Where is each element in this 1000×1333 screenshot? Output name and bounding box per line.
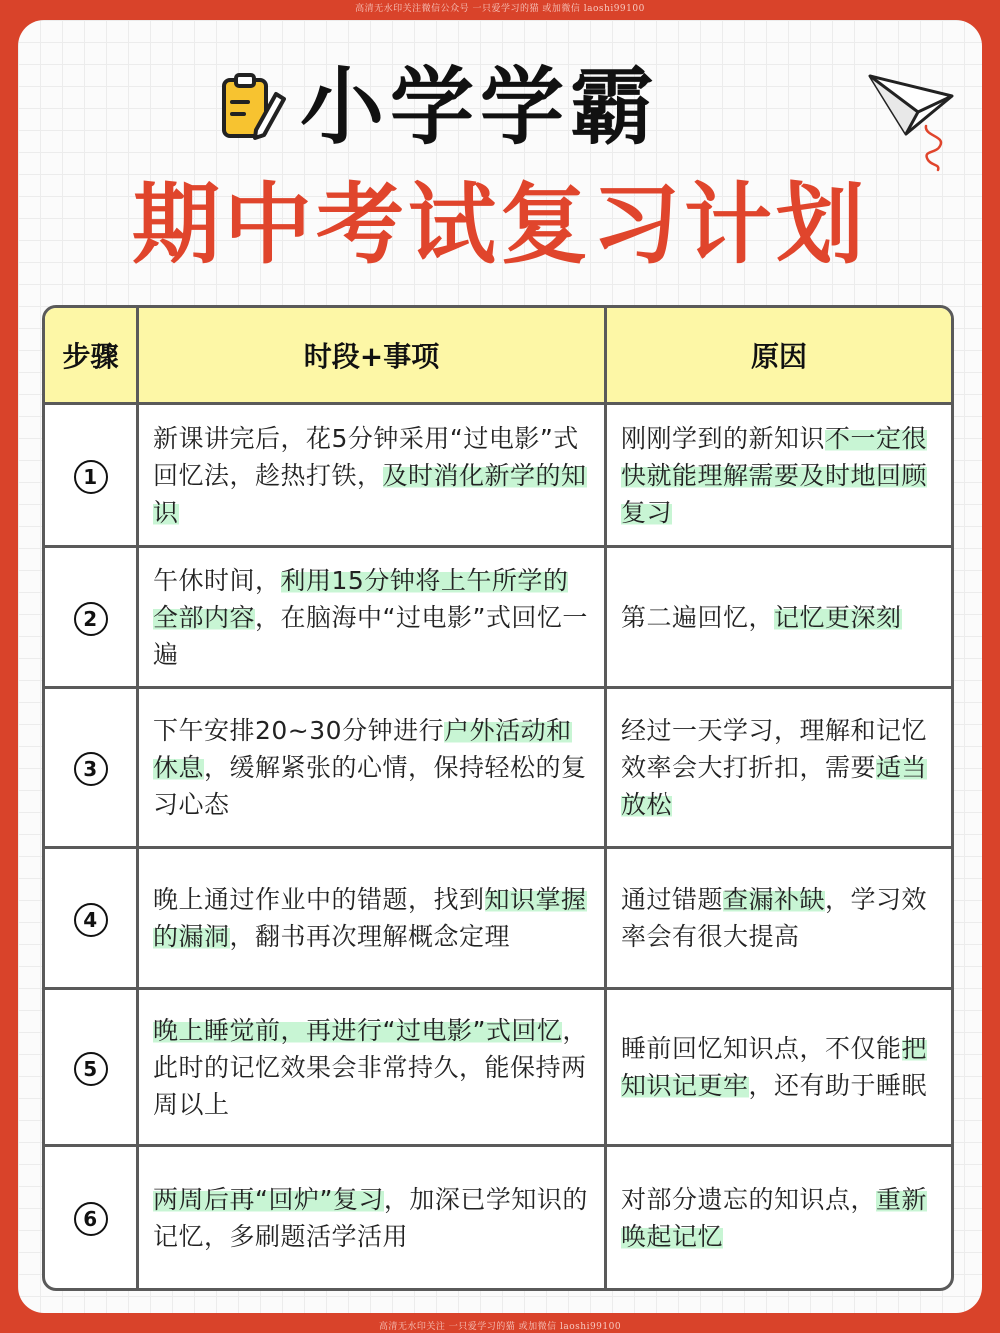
step-number: 6 — [74, 1202, 108, 1236]
watermark-bottom: 高清无水印关注 一只爱学习的猫 或加微信 laoshi99100 — [378, 1322, 622, 1332]
table-row — [45, 849, 951, 990]
highlighted-text: 知识掌握的漏洞 — [153, 885, 587, 951]
reason-cell — [607, 1147, 951, 1288]
review-plan-table — [42, 305, 954, 1291]
table-row — [45, 990, 951, 1147]
highlighted-text: 利用15分钟将上午所学的全部内容 — [153, 565, 569, 632]
table-row — [45, 689, 951, 849]
cell-text: 新课讲完后，花5分钟采用“过电影”式回忆法，趁热打铁， — [153, 423, 579, 490]
page-title: 小学学霸 — [300, 58, 661, 156]
step-cell — [45, 689, 139, 849]
table-body — [45, 405, 951, 1288]
highlighted-text: 把知识记更牢 — [621, 1034, 928, 1100]
reason-cell — [607, 405, 951, 548]
cell-text: ，此时的记忆效果会非常持久，能保持两周以上 — [153, 1015, 588, 1119]
task-cell — [139, 1147, 607, 1288]
step-number: 2 — [74, 602, 108, 636]
cell-text: 午休时间， — [153, 565, 281, 595]
reason-cell — [607, 990, 951, 1147]
highlighted-text: 及时消化新学的知识 — [153, 460, 587, 527]
highlighted-text: 两周后再“回炉”复习 — [153, 1184, 384, 1214]
paper-plane-icon — [866, 70, 958, 182]
cell-text: 经过一天学习，理解和记忆效率会大打折扣，需要 — [621, 716, 928, 782]
step-cell — [45, 548, 139, 689]
table-row — [45, 1147, 951, 1288]
table-header-row — [45, 308, 951, 405]
highlighted-text: 记忆更深刻 — [774, 602, 902, 632]
step-number: 1 — [74, 460, 108, 494]
reason-cell — [607, 689, 951, 849]
cell-text: 晚上通过作业中的错题，找到 — [153, 885, 485, 914]
step-cell — [45, 405, 139, 548]
task-cell — [139, 990, 607, 1147]
header-step: 步骤 — [45, 308, 139, 405]
cell-text: ，还有助于睡眠 — [748, 1071, 928, 1100]
cell-text: 第二遍回忆， — [621, 602, 775, 632]
step-number: 4 — [74, 903, 108, 937]
highlighted-text: 查漏补缺 — [723, 885, 826, 914]
cell-text: 对部分遗忘的知识点， — [621, 1184, 877, 1214]
page-subtitle: 期中考试复习计划 — [131, 173, 868, 276]
header-reason: 原因 — [607, 308, 951, 405]
step-cell — [45, 849, 139, 990]
cell-text: ，翻书再次理解概念定理 — [229, 922, 511, 951]
step-number: 3 — [74, 752, 108, 786]
watermark-top: 高清无水印关注微信公众号 一只爱学习的猫 或加微信 laoshi99100 — [355, 4, 645, 14]
task-cell — [139, 548, 607, 689]
step-cell — [45, 1147, 139, 1288]
cell-text: ，学习效率会有很大提高 — [621, 885, 928, 951]
task-cell — [139, 405, 607, 548]
cell-text: 下午安排20~30分钟进行 — [153, 716, 445, 745]
header-task: 时段+事项 — [139, 308, 607, 405]
cell-text: ，加深已学知识的记忆，多刷题活学活用 — [153, 1184, 588, 1251]
reason-cell — [607, 548, 951, 689]
cell-text: 睡前回忆知识点，不仅能 — [621, 1034, 902, 1063]
highlighted-text: 适当放松 — [621, 753, 928, 819]
clipboard-pencil-icon — [218, 72, 286, 142]
highlighted-text: 户外活动和休息 — [153, 716, 572, 782]
task-cell — [139, 849, 607, 990]
reason-cell — [607, 849, 951, 990]
cell-text: 刚刚学到的新知识 — [621, 423, 826, 453]
cell-text: ，在脑海中“过电影”式回忆一遍 — [153, 602, 588, 669]
cell-text: ，缓解紧张的心情，保持轻松的复习心态 — [153, 753, 587, 819]
step-cell — [45, 990, 139, 1147]
table-row — [45, 548, 951, 689]
cell-text: 通过错题 — [621, 885, 724, 914]
step-number: 5 — [74, 1052, 108, 1086]
task-cell — [139, 689, 607, 849]
highlighted-text: 晚上睡觉前，再进行“过电影”式回忆 — [153, 1015, 563, 1045]
highlighted-text: 不一定很快就能理解需要及时地回顾复习 — [621, 423, 928, 527]
table-row — [45, 405, 951, 548]
highlighted-text: 重新唤起记忆 — [621, 1184, 928, 1251]
